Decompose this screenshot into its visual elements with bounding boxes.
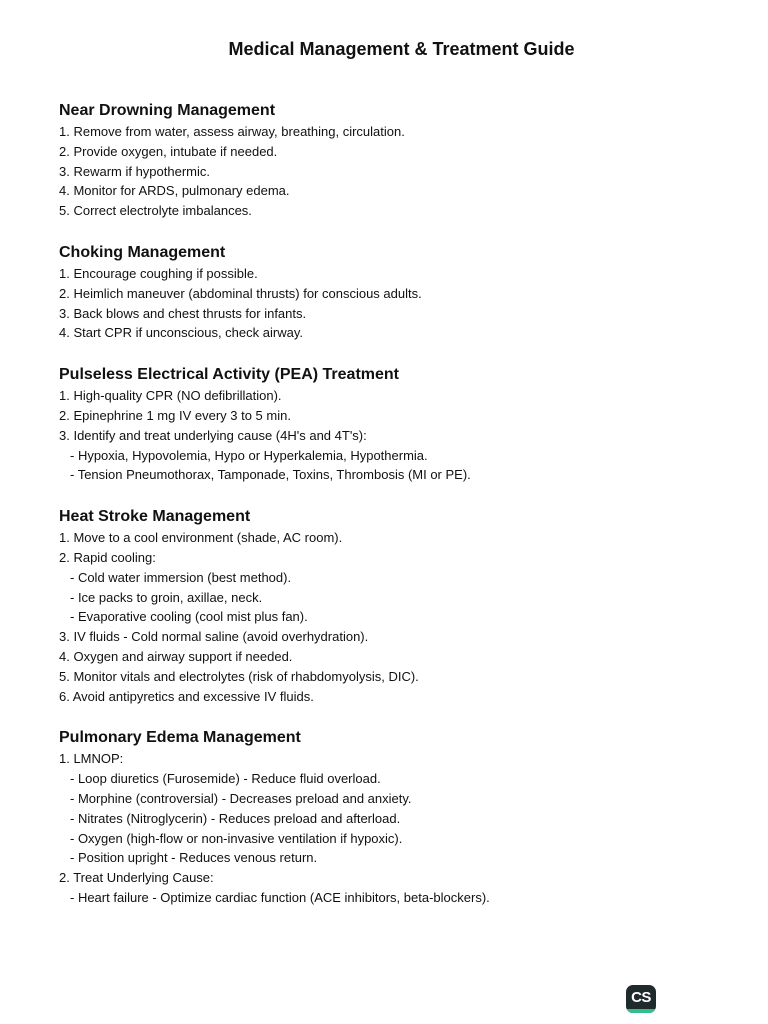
document-body — [59, 100, 739, 929]
section-item-list — [59, 749, 739, 907]
list-item: 2. Rapid cooling: — [59, 549, 156, 565]
section-heading: Choking Management — [59, 243, 226, 261]
list-item: 5. Monitor vitals and electrolytes (risk of rhabdomyolysis, DIC). — [59, 668, 419, 684]
list-item: 3. Rewarm if hypothermic. — [59, 163, 210, 179]
sub-list-item: - Heart failure - Optimize cardiac function (ACE inhibitors, beta-blockers). — [70, 889, 490, 905]
list-item: 3. IV fluids - Cold normal saline (avoid overhydration). — [59, 629, 369, 645]
section-heading: Heat Stroke Management — [59, 508, 251, 526]
section — [59, 506, 739, 706]
list-item: 4. Oxygen and airway support if needed. — [59, 648, 293, 664]
camscanner-logo — [626, 985, 656, 1013]
sub-list-item: - Cold water immersion (best method). — [70, 569, 292, 585]
list-item: 4. Monitor for ARDS, pulmonary edema. — [59, 183, 290, 199]
list-item: 4. Start CPR if unconscious, check airway. — [59, 325, 303, 341]
section-heading: Pulmonary Edema Management — [59, 729, 301, 747]
sub-list-item: - Tension Pneumothorax, Tamponade, Toxins, Thrombosis (MI or PE). — [70, 467, 471, 483]
section — [59, 100, 739, 221]
section — [59, 364, 739, 485]
sub-list-item: - Hypoxia, Hypovolemia, Hypo or Hyperkalemia, Hypothermia. — [70, 447, 428, 463]
section — [59, 727, 739, 907]
logo-accent-bar — [626, 1009, 656, 1013]
list-item: 2. Treat Underlying Cause: — [59, 870, 214, 886]
list-item: 1. Remove from water, assess airway, breathing, circulation. — [59, 124, 405, 139]
list-item: 3. Identify and treat underlying cause (4H's and 4T's): — [59, 427, 367, 443]
list-item: 1. Encourage coughing if possible. — [59, 265, 258, 281]
list-item: 1. High-quality CPR (NO defibrillation). — [59, 388, 282, 404]
logo-text: CS — [631, 989, 651, 1006]
list-item: 2. Heimlich maneuver (abdominal thrusts) for conscious adults. — [59, 285, 422, 301]
list-item: 2. Provide oxygen, intubate if needed. — [59, 143, 278, 159]
sub-list-item: - Morphine (controversial) - Decreases preload and anxiety. — [70, 790, 412, 806]
list-item: 5. Correct electrolyte imbalances. — [59, 203, 252, 219]
list-item: 2. Epinephrine 1 mg IV every 3 to 5 min. — [59, 407, 291, 423]
list-item: 1. Move to a cool environment (shade, AC room). — [59, 530, 343, 546]
sub-list-item: - Oxygen (high-flow or non-invasive ventilation if hypoxic). — [70, 830, 403, 846]
list-item: 6. Avoid antipyretics and excessive IV fluids. — [59, 688, 314, 704]
section-item-list — [59, 264, 739, 343]
sub-list-item: - Loop diuretics (Furosemide) - Reduce fluid overload. — [70, 771, 381, 787]
list-item: 3. Back blows and chest thrusts for infants. — [59, 305, 307, 321]
section-heading: Pulseless Electrical Activity (PEA) Treatment — [59, 366, 399, 384]
sub-list-item: - Ice packs to groin, axillae, neck. — [70, 589, 263, 605]
list-item: 1. LMNOP: — [59, 751, 124, 767]
section — [59, 242, 739, 343]
sub-list-item: - Evaporative cooling (cool mist plus fan). — [70, 609, 308, 625]
sub-list-item: - Nitrates (Nitroglycerin) - Reduces preload and afterload. — [70, 810, 401, 826]
sub-list-item: - Position upright - Reduces venous return. — [70, 850, 318, 866]
section-item-list — [59, 386, 739, 485]
section-heading: Near Drowning Management — [59, 102, 276, 119]
section-item-list — [59, 122, 739, 221]
section-item-list — [59, 528, 739, 706]
page-title: Medical Management & Treatment Guide — [228, 39, 575, 59]
